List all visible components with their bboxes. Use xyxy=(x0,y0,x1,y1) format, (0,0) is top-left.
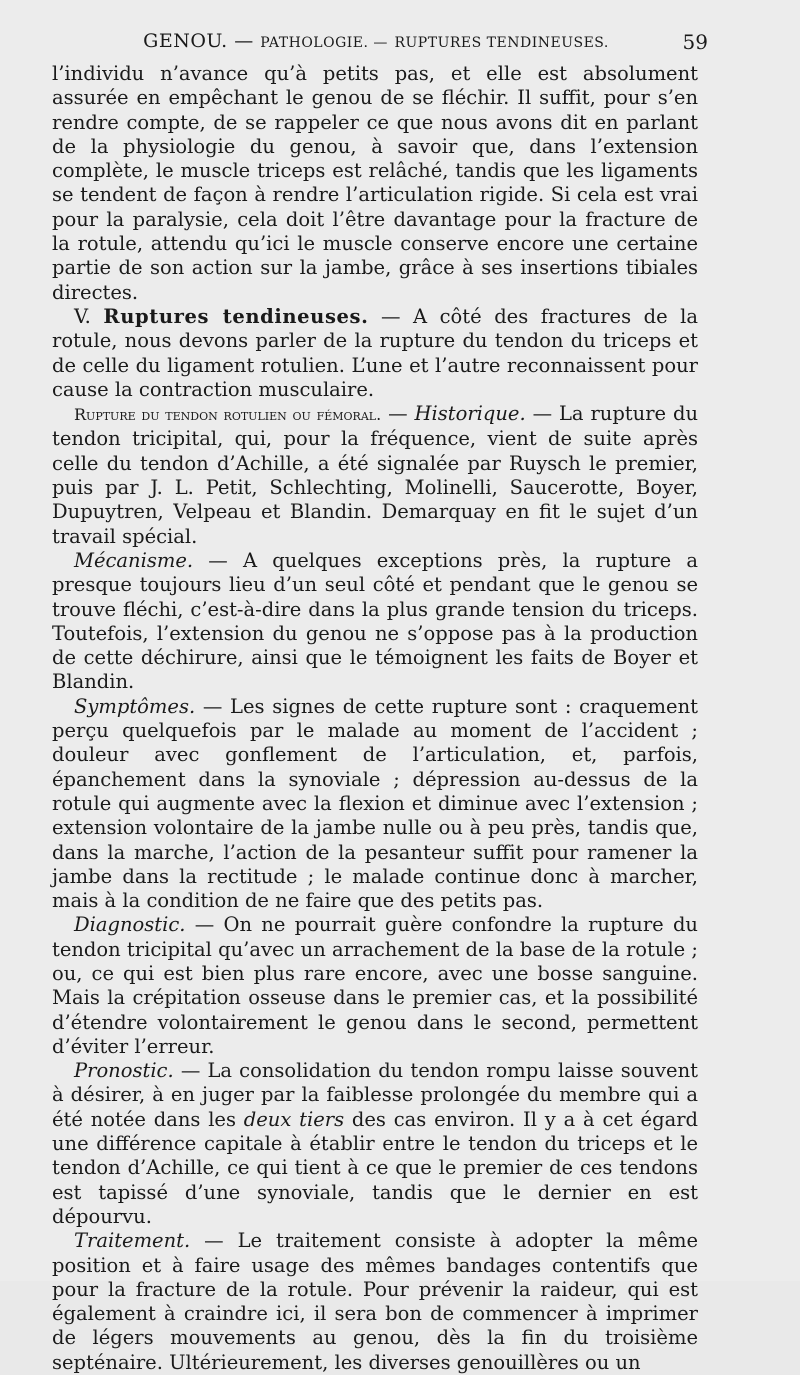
italic-heading: Pronostic. xyxy=(74,1059,174,1083)
dash: — xyxy=(381,402,415,426)
italic-heading: Symptômes. xyxy=(74,694,196,718)
italic-heading: Traitement. xyxy=(74,1229,191,1253)
italic-heading: Diagnostic. xyxy=(74,913,186,937)
section-number: V. xyxy=(74,304,91,328)
header-rubrique: RUPTURES TENDINEUSES. xyxy=(394,35,609,51)
paragraph-text: — La consolidation du tendon rompu laisse souvent à désirer, à en juger par la faiblesse prolongée du membre qui a été notée dans les xyxy=(52,1059,698,1131)
header-genou: GENOU. — xyxy=(143,30,254,52)
section-heading: Ruptures tendineuses. xyxy=(103,304,369,328)
header-pathologie: PATHOLOGIE. — xyxy=(260,35,388,51)
running-header xyxy=(52,30,708,58)
header-title xyxy=(52,30,700,52)
page-number: 59 xyxy=(682,30,708,54)
italic-heading: Mécanisme. xyxy=(74,548,194,572)
paragraph-text: des cas environ. Il y a à cet égard une différence capitale à établir entre le tendon du triceps et le tendon d’Achille, ce qui tient à ce que le premier de ces tendons est tapissé d’une synoviale, tandis que le dernier en est dépourvu. xyxy=(52,1107,699,1228)
paragraph-mecanisme xyxy=(52,549,698,695)
paragraph-symptomes xyxy=(52,695,698,914)
body-text xyxy=(52,62,698,1375)
paragraph-text: — La rupture du tendon tricipital, qui, pour la fréquence, vient de suite après celle du tendon d’Achille, a été signalée par Ruysch le premier, puis par J. L. Petit, Schlechting, Molinelli, Saucerotte, Boyer, Dupuytren, Velpeau et Blandin. Demarquay en fit le sujet d’un travail spécial. xyxy=(52,402,699,548)
italic-heading: Historique. xyxy=(414,402,526,426)
paragraph-pronostic xyxy=(52,1059,698,1229)
paragraph-historique xyxy=(52,402,698,549)
subsection-heading: Rupture du tendon rotulien ou fémoral. xyxy=(74,405,382,425)
paragraph-text: — Les signes de cette rupture sont : craquement perçu quelquefois par le malade au moment de l’accident ; douleur avec gonflement de l’articulation, et, parfois, épanchement dans la synoviale ; dépression au-dessus de la rotule qui augmente avec la flexion et diminue avec l’extension ; extension volontaire de la jambe nulle ou à peu près, tandis que, dans la marche, l’action de la pesanteur suffit pour ramener la jambe dans la rectitude ; le malade continue donc à marcher, mais à la condition de ne faire que des petits pas. xyxy=(52,694,698,913)
paragraph-text: — On ne pourrait guère confondre la rupture du tendon tricipital qu’avec un arrachement de la base de la rotule ; ou, ce qui est bien plus rare encore, avec une bosse sanguine. Mais la crépitation osseuse dans le premier cas, et la possibilité d’étendre volontairement le genou dans le second, permettent d’éviter l’erreur. xyxy=(52,913,698,1058)
paragraph-diagnostic xyxy=(52,913,698,1059)
paragraph-text: — Le traitement consiste à adopter la même position et à faire usage des mêmes bandages contentifs que pour la fracture de la rotule. Pour prévenir la raideur, qui est également à craindre ici, il sera bon de commencer à imprimer de légers mouvements au genou, dès la fin du troisième septénaire. Ultérieurement, les diverses genouillères ou un xyxy=(52,1229,698,1374)
paragraph-ruptures xyxy=(52,305,698,402)
paragraph-text: — A côté des fractures de la rotule, nous devons parler de la rupture du tendon du triceps et de celle du ligament rotulien. L’une et l’autre reconnaissent pour cause la contraction musculaire. xyxy=(52,304,699,401)
italic-phrase: deux tiers xyxy=(243,1107,345,1131)
paragraph-text: l’individu n’avance qu’à petits pas, et elle est absolument assurée en empêchant le genou de se fléchir. Il suffit, pour s’en rendre compte, de se rappeler ce que nous avons dit en parlant de la physiologie du genou, à savoir que, dans l’extension complète, le muscle triceps est relâché, tandis que les ligaments se tendent de façon à rendre l’articulation rigide. Si cela est vrai pour la paralysie, cela doit l’être davantage pour la fracture de la rotule, attendu qu’ici le muscle conserve encore une certaine partie de son action sur la jambe, grâce à ses insertions tibiales directes. xyxy=(52,62,698,304)
paragraph-text: — A quelques exceptions près, la rupture a presque toujours lieu d’un seul côté et pendant que le genou se trouve fléchi, c’est-à-dire dans la plus grande tension du triceps. Toutefois, l’extension du genou ne s’oppose pas à la production de cette déchirure, ainsi que le témoignent les faits de Boyer et Blandin. xyxy=(52,548,698,694)
paragraph-traitement xyxy=(52,1229,698,1375)
paragraph-continuation xyxy=(52,62,698,305)
